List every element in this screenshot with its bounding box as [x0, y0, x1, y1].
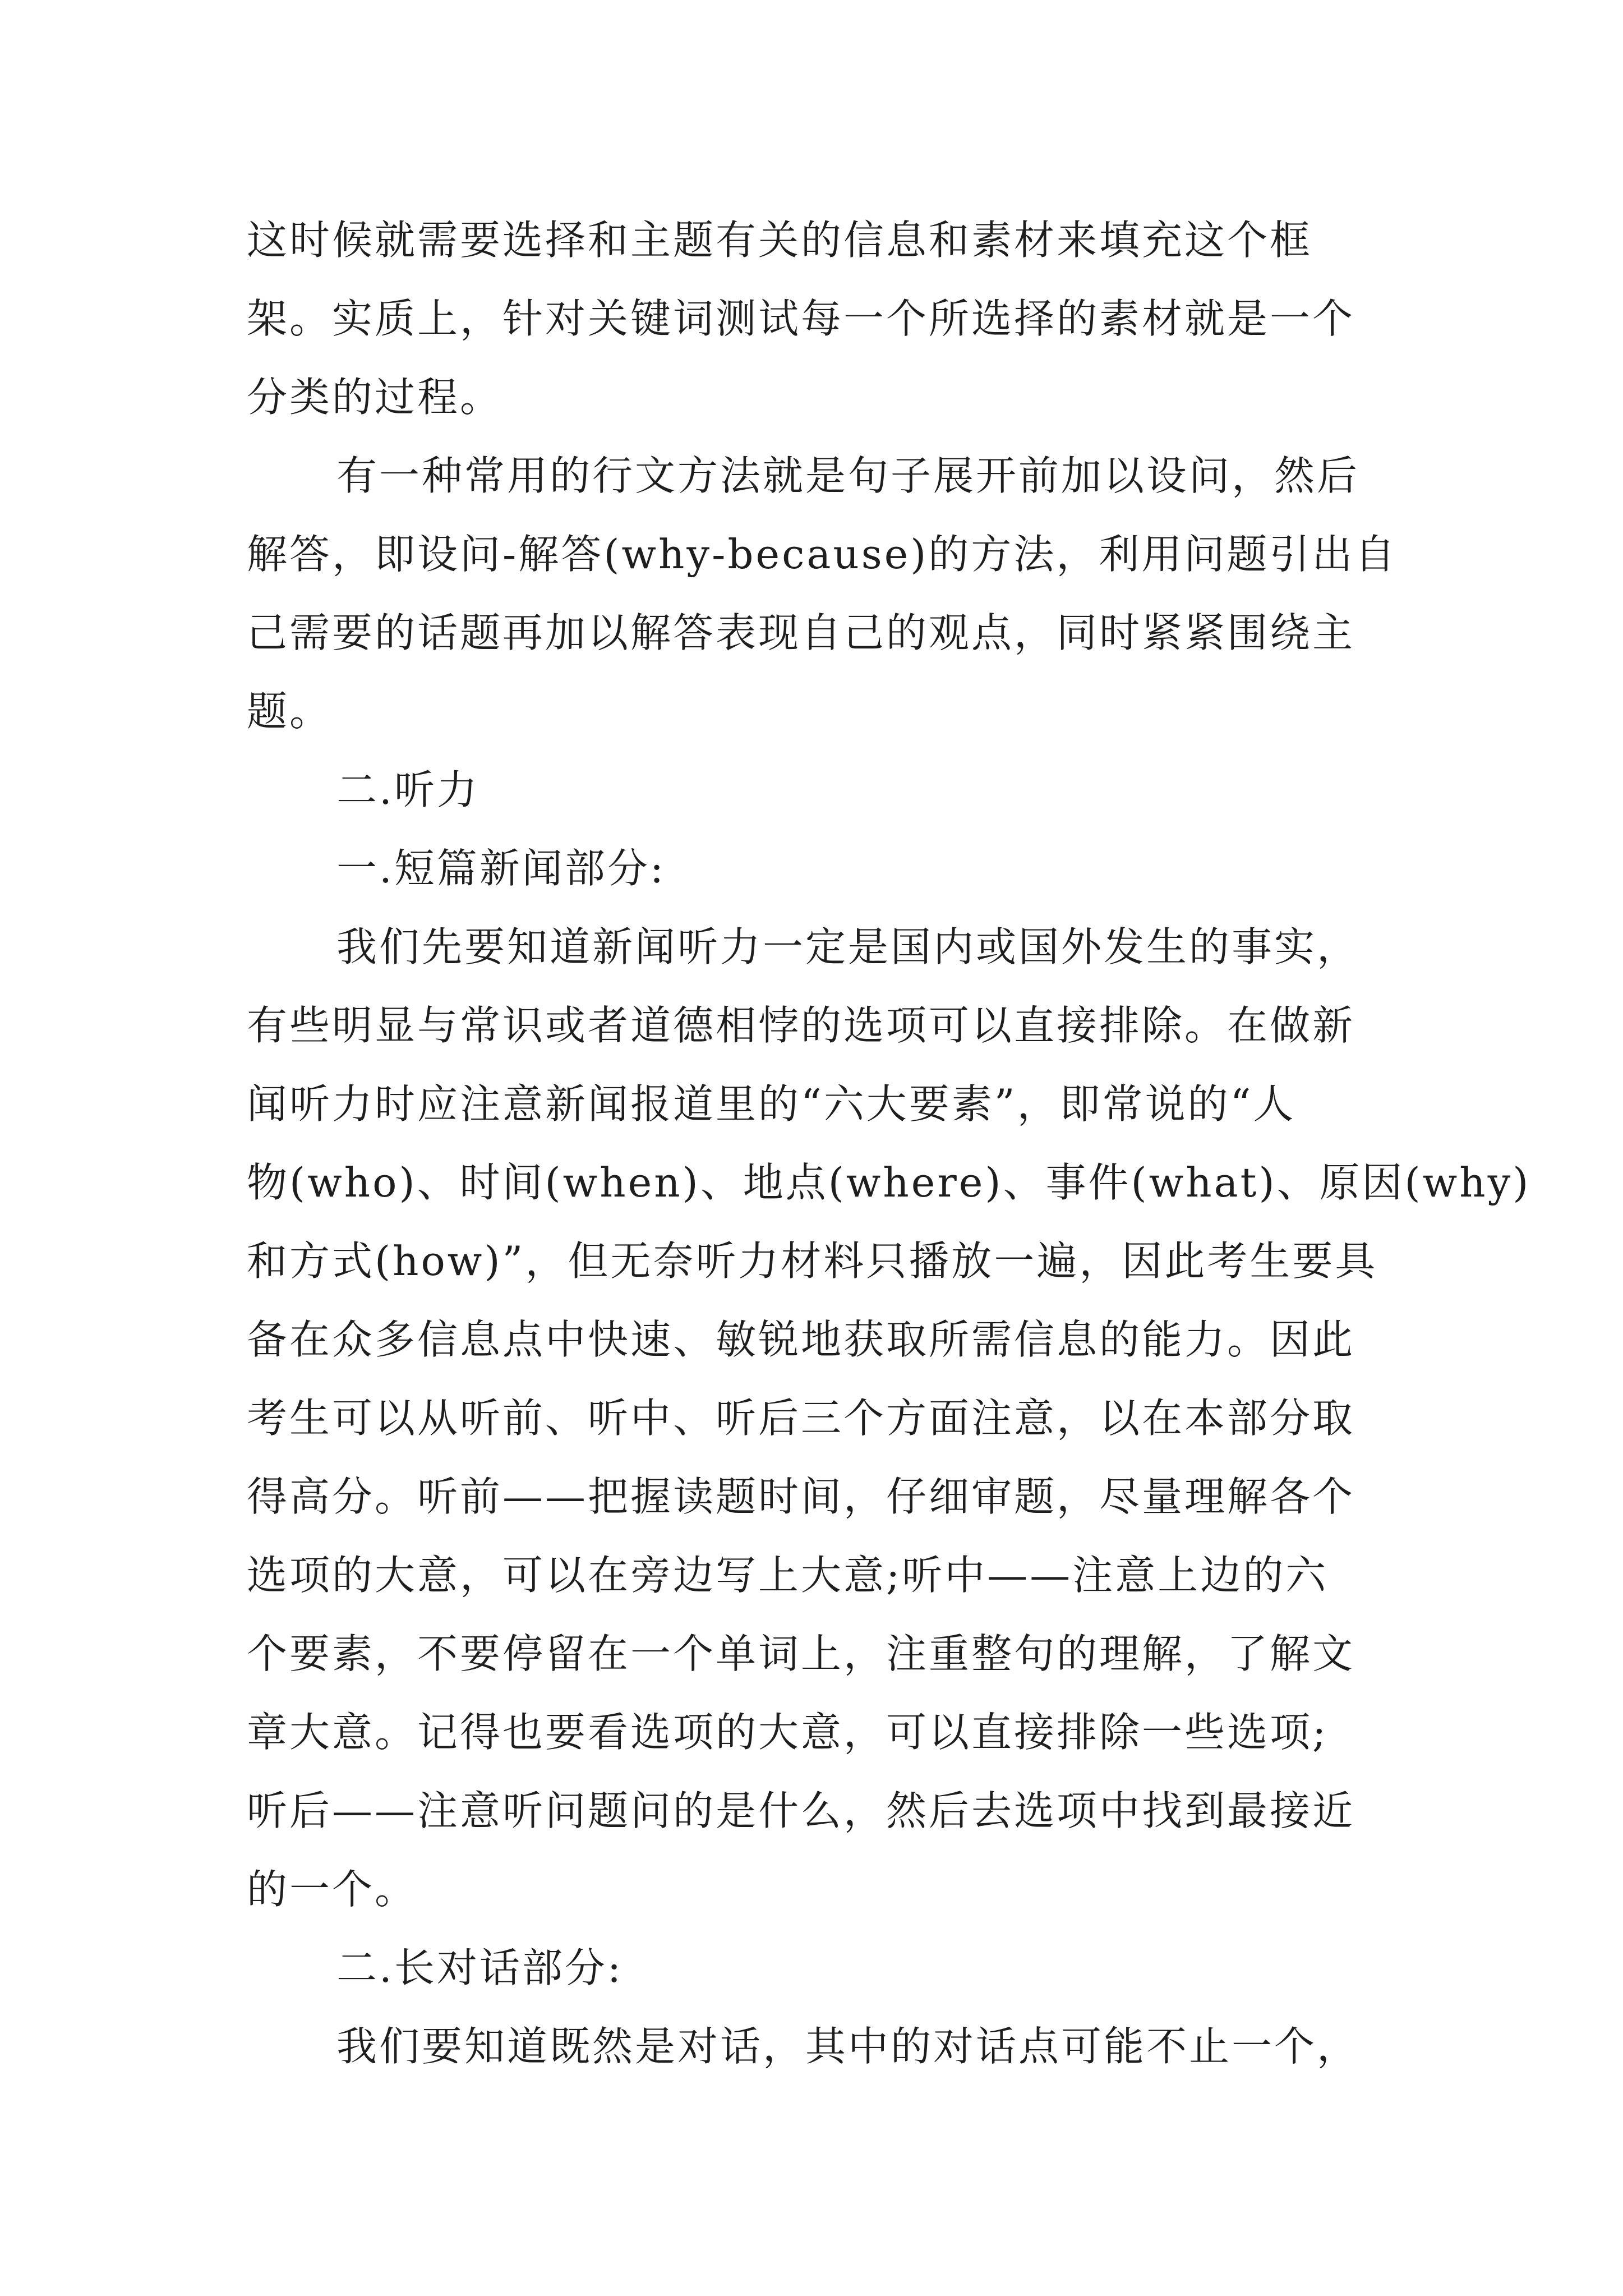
text-line: 题。 [247, 688, 333, 735]
subsection-heading-short-news: 一.短篇新闻部分: [336, 845, 666, 892]
text-line: 备在众多信息点中快速、敏锐地获取所需信息的能力。因此 [247, 1316, 1355, 1363]
subsection-heading-long-dialogue: 二.长对话部分: [336, 1944, 624, 1991]
text-line: 的一个。 [247, 1866, 418, 1913]
text-line: 己需要的话题再加以解答表现自己的观点，同时紧紧围绕主 [247, 609, 1355, 656]
text-line: 分类的过程。 [247, 374, 503, 421]
text-line: 架。实质上，针对关键词测试每一个所选择的素材就是一个 [247, 295, 1355, 342]
text-line: 和方式(how)”，但无奈听力材料只播放一遍，因此考生要具 [247, 1237, 1378, 1285]
text-line: 选项的大意，可以在旁边写上大意;听中——注意上边的六 [247, 1552, 1329, 1599]
text-line: 听后——注意听问题问的是什么，然后去选项中找到最接近 [247, 1787, 1355, 1834]
paragraph-start-line: 我们要知道既然是对话，其中的对话点可能不止一个， [336, 2023, 1360, 2070]
text-line: 章大意。记得也要看选项的大意，可以直接排除一些选项; [247, 1709, 1329, 1756]
text-line: 这时候就需要选择和主题有关的信息和素材来填充这个框 [247, 217, 1313, 264]
text-line: 考生可以从听前、听中、听后三个方面注意，以在本部分取 [247, 1395, 1355, 1442]
text-line: 解答，即设问-解答(why-because)的方法，利用问题引出自 [247, 531, 1398, 578]
text-line: 个要素，不要停留在一个单词上，注重整句的理解，了解文 [247, 1630, 1355, 1677]
text-line: 得高分。听前——把握读题时间，仔细审题，尽量理解各个 [247, 1473, 1355, 1520]
section-heading-listening: 二.听力 [336, 766, 479, 813]
paragraph-start-line: 我们先要知道新闻听力一定是国内或国外发生的事实， [336, 923, 1360, 970]
text-line: 有些明显与常识或者道德相悖的选项可以直接排除。在做新 [247, 1002, 1355, 1049]
paragraph-start-line: 有一种常用的行文方法就是句子展开前加以设问，然后 [336, 452, 1360, 499]
text-line: 闻听力时应注意新闻报道里的“六大要素”，即常说的“人 [247, 1080, 1296, 1128]
text-line: 物(who)、时间(when)、地点(where)、事件(what)、原因(why) [247, 1159, 1531, 1206]
